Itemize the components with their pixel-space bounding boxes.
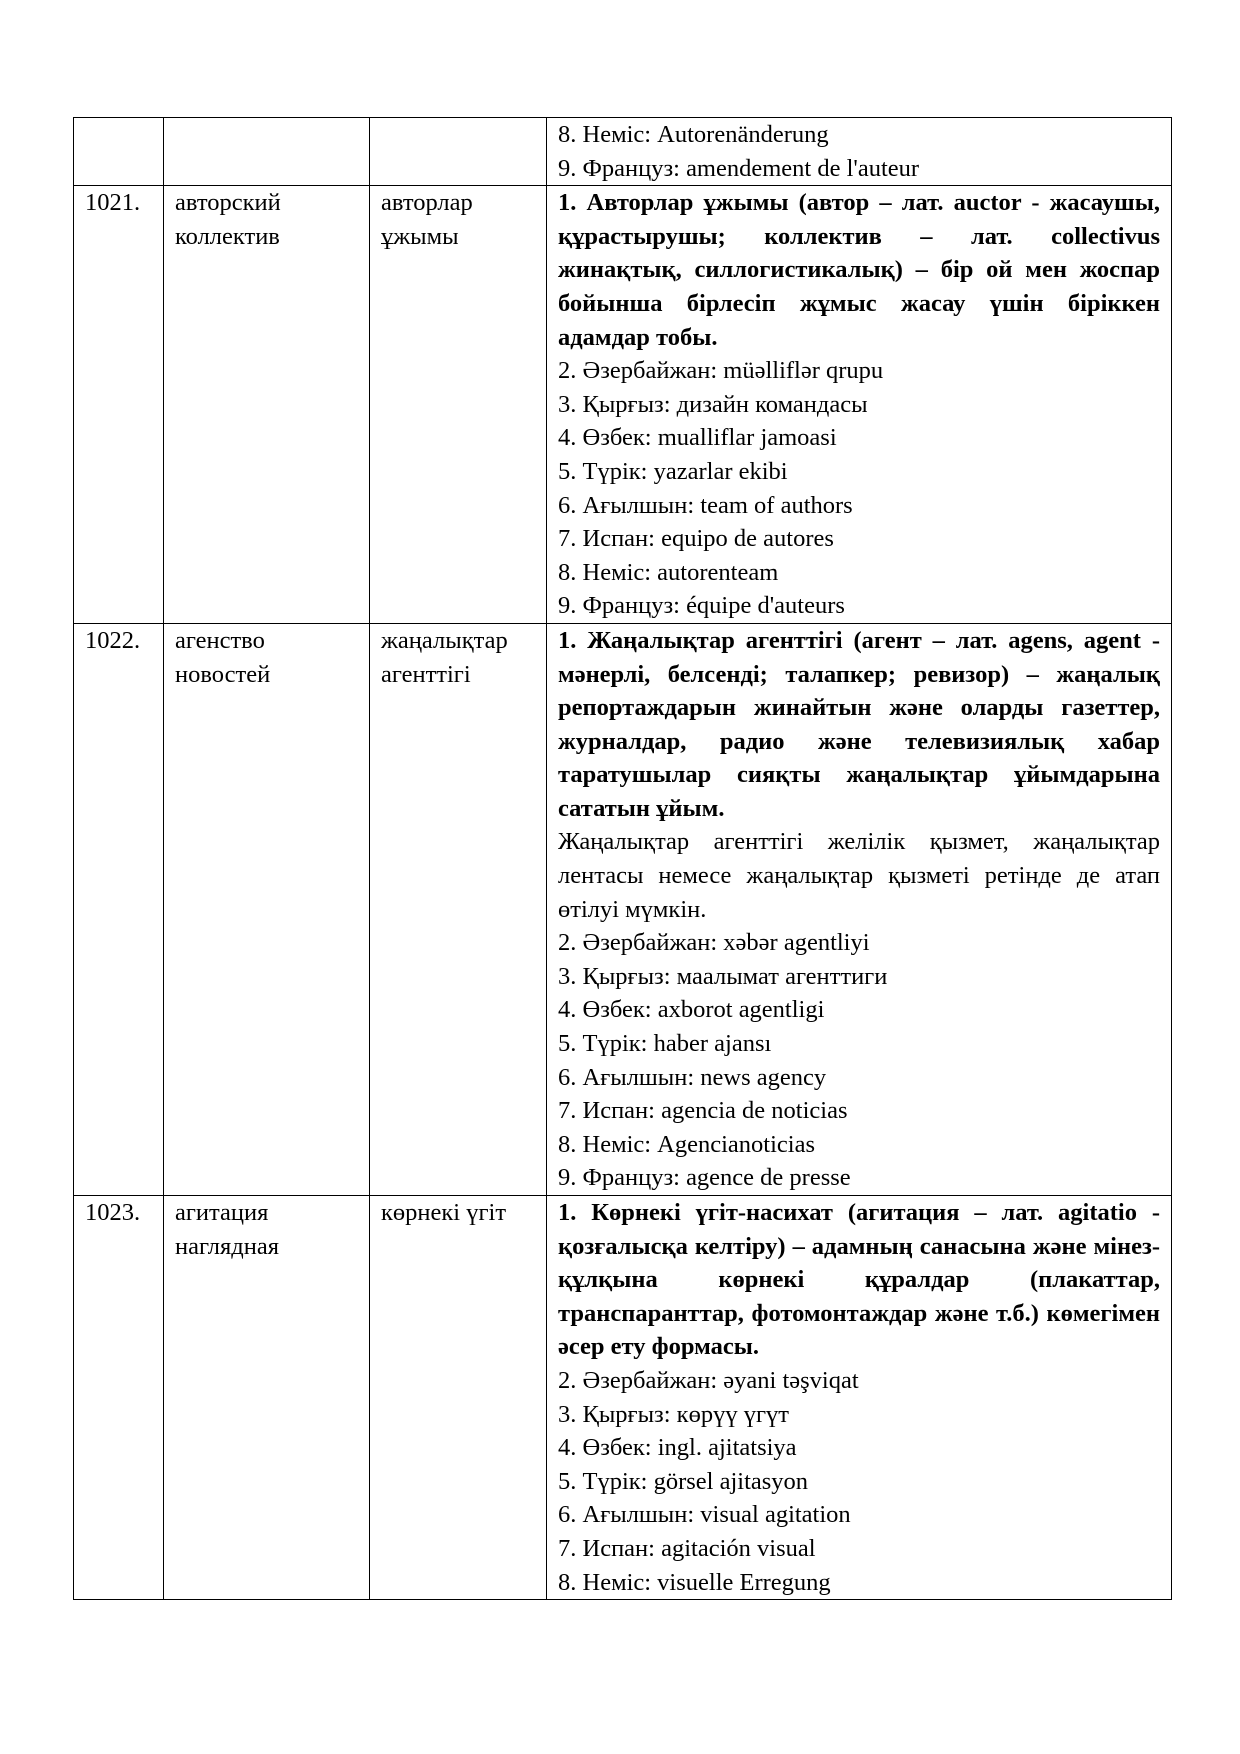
- translation-line: 2. Әзербайжан: xəbər agentliyi: [558, 929, 870, 957]
- translation-line: 2. Әзербайжан: müəlliflər qrupu: [558, 357, 884, 385]
- translation-line: 8. Неміс: Autorenänderung: [558, 121, 829, 148]
- russian-term: авторский коллектив: [164, 186, 370, 624]
- translation-line: 6. Ағылшын: news agency: [558, 1063, 827, 1091]
- entry-number: [74, 118, 164, 186]
- entry-number: 1021.: [74, 186, 164, 624]
- translation-line: 3. Қырғыз: дизайн командасы: [558, 390, 868, 418]
- definition-cell: [547, 186, 1172, 624]
- definition-text: 1. Көрнекі үгіт-насихат (агитация – лат. agitatio - қозғалысқа келтіру) – адамның санасына және мінез-құлқына көрнекі құралдар (плакаттар, транспаранттар, фотомонтаждар және т.б.) көмегімен әсер ету формасы.: [558, 1199, 1160, 1361]
- translation-line: 7. Испан: agencia de noticias: [558, 1097, 848, 1125]
- russian-term: агитация наглядная: [164, 1196, 370, 1600]
- translation-line: 5. Түрік: haber ajansı: [558, 1030, 772, 1058]
- translation-line: 7. Испан: agitación visual: [558, 1534, 816, 1562]
- translation-line: 4. Өзбек: ingl. ajitatsiya: [558, 1434, 797, 1462]
- dictionary-table-body: [74, 118, 1172, 1600]
- table-row: [74, 118, 1172, 186]
- definition-cell: [547, 623, 1172, 1195]
- definition-note: Жаңалықтар агенттігі желілік қызмет, жаңалықтар лентасы немесе жаңалықтар қызметі ретінде де атап өтілуі мүмкін.: [558, 828, 1160, 923]
- translation-line: 2. Әзербайжан: əyani təşviqat: [558, 1366, 859, 1394]
- translation-line: 8. Неміс: autorenteam: [558, 558, 779, 586]
- translation-line: 8. Неміс: visuelle Erregung: [558, 1568, 831, 1596]
- russian-term: [164, 118, 370, 186]
- table-row: [74, 1196, 1172, 1600]
- kazakh-term: авторлар ұжымы: [370, 186, 547, 624]
- translation-line: 5. Түрік: görsel ajitasyon: [558, 1467, 809, 1495]
- table-row: [74, 186, 1172, 624]
- entry-number: 1023.: [74, 1196, 164, 1600]
- translation-line: 4. Өзбек: mualliflar jamoasi: [558, 424, 837, 452]
- russian-term: агенство новостей: [164, 623, 370, 1195]
- dictionary-table: [73, 117, 1172, 1600]
- translation-line: 4. Өзбек: axborot agentligi: [558, 996, 825, 1024]
- entry-number: 1022.: [74, 623, 164, 1195]
- translation-line: 3. Қырғыз: көрүү үгүт: [558, 1400, 789, 1428]
- translation-line: 9. Француз: équipe d'auteurs: [558, 592, 845, 620]
- translation-line: 8. Неміс: Agencianoticias: [558, 1130, 816, 1158]
- kazakh-term: жаңалықтар агенттігі: [370, 623, 547, 1195]
- definition-cell: [547, 118, 1172, 186]
- translation-line: 5. Түрік: yazarlar ekibi: [558, 457, 788, 485]
- definition-cell: [547, 1196, 1172, 1600]
- kazakh-term: [370, 118, 547, 186]
- translation-line: 7. Испан: equipo de autores: [558, 525, 834, 553]
- table-row: [74, 623, 1172, 1195]
- kazakh-term: көрнекі үгіт: [370, 1196, 547, 1600]
- document-page: [73, 117, 1171, 1600]
- translation-line: 3. Қырғыз: маалымат агенттиги: [558, 962, 888, 990]
- definition-text: 1. Авторлар ұжымы (автор – лат. auctor - жасаушы, құрастырушы; коллектив – лат. collectivus жинақтық, силлогистикалық) – бір ой мен жоспар бойынша бірлесіп жұмыс жасау үшін біріккен адамдар тобы.: [558, 189, 1160, 351]
- definition-text: 1. Жаңалықтар агенттігі (агент – лат. agens, agent - мәнерлі, белсенді; талапкер; ревизор) – жаңалық репортаждарын жинайтын және оларды газеттер, журналдар, радио және телевизиялық хабар таратушылар сияқты жаңалықтар ұйымдарына сататын ұйым.: [558, 626, 1160, 822]
- translation-line: 6. Ағылшын: visual agitation: [558, 1501, 851, 1529]
- translation-line: 6. Ағылшын: team of authors: [558, 491, 853, 519]
- translation-line: 9. Француз: agence de presse: [558, 1164, 851, 1192]
- translation-line: 9. Француз: amendement de l'auteur: [558, 154, 920, 182]
